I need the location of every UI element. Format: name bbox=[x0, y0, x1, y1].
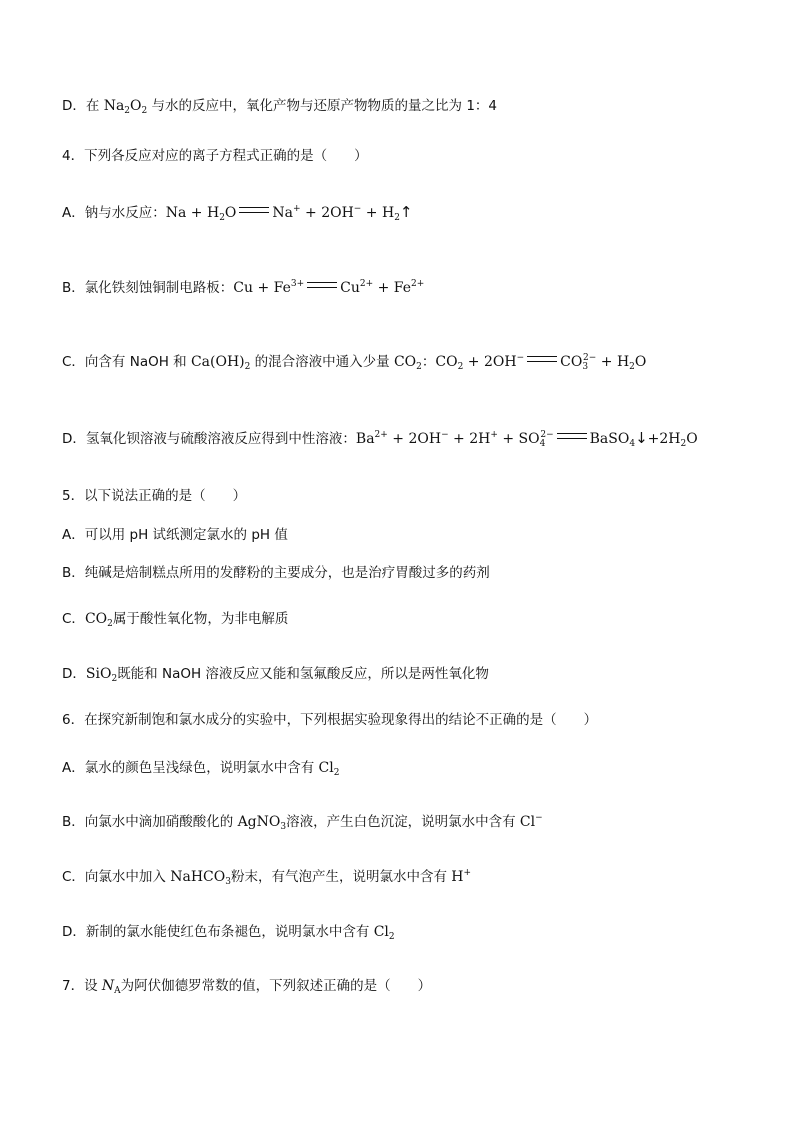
q6-option-b: B．向氯水中滴加硝酸酸化的 AgNO$_3$溶液，产生白色沉淀，说明氯水中含有 Cl− bbox=[62, 813, 543, 832]
q4-option-d: D．氢氧化钡溶液与硫酸溶液反应得到中性溶液：$Ba^{2+} + 2OH^- + 2H^+ + SO_4^{2-}$ $BaSO_4↓+2H_2O$ bbox=[62, 429, 698, 449]
q5-option-c: C．$CO_2$属于酸性氧化物，为非电解质 bbox=[62, 611, 289, 629]
q4-option-c: C．向含有 NaOH 和 $Ca(OH)_2$ 的混合溶液中通入少量 $CO_2$：$CO_2 + 2OH^-$ $CO_3^{2-} + H_2O$ bbox=[62, 353, 647, 372]
q5-option-a: A．可以用 pH 试纸测定氯水的 pH 值 bbox=[62, 527, 288, 543]
q5-stem: 5．以下说法正确的是（ ） bbox=[62, 488, 247, 504]
formula-caoh2: $Ca(OH)_2$ bbox=[190, 354, 251, 372]
q4-option-b: B．氯化铁刻蚀铜制电路板：$Cu + Fe^{3+}$ $Cu^{2+} + Fe^{2+}$ bbox=[62, 279, 425, 296]
q5-option-b: B．纯碱是焙制糕点所用的发酵粉的主要成分，也是治疗胃酸过多的药剂 bbox=[62, 565, 490, 581]
q3-option-d: D．在 $Na_2O_2$ 与水的反应中，氧化产物与还原产物物质的量之比为 1：4 bbox=[62, 98, 498, 116]
equation-d: $Ba^{2+} + 2OH^- + 2H^+ + SO_4^{2-}$ $BaSO_4↓+2H_2O$ bbox=[355, 429, 698, 449]
q6-stem: 6．在探究新制饱和氯水成分的实验中，下列根据实验现象得出的结论不正确的是（ ） bbox=[62, 712, 598, 728]
q6-option-d: D．新制的氯水能使红色布条褪色，说明氯水中含有 $Cl_2$ bbox=[62, 924, 395, 942]
equation-b: $Cu + Fe^{3+}$ $Cu^{2+} + Fe^{2+}$ bbox=[233, 279, 425, 296]
q5-option-d: D．SiO$_2$既能和 NaOH 溶液反应又能和氢氟酸反应，所以是两性氧化物 bbox=[62, 666, 489, 684]
q4-option-a: A．钠与水反应：$Na + H_2O$ $Na^+ + 2OH^- + H_2↑$ bbox=[62, 203, 413, 223]
q6-option-a: A．氯水的颜色呈浅绿色，说明氯水中含有 $Cl_2$ bbox=[62, 760, 340, 778]
q6-option-c: C．向氯水中加入 NaHCO$_3$粉末，有气泡产生，说明氯水中含有 H+ bbox=[62, 868, 472, 887]
formula-na2o2: $Na_2O_2$ bbox=[103, 98, 148, 116]
q7-stem: 7．设 $N_A$为阿伏伽德罗常数的值，下列叙述正确的是（ ） bbox=[62, 978, 432, 996]
q4-stem: 4．下列各反应对应的离子方程式正确的是（ ） bbox=[62, 148, 368, 164]
equation-c: $CO_2 + 2OH^-$ $CO_3^{2-} + H_2O$ bbox=[435, 353, 647, 372]
equation-a: $Na + H_2O$ $Na^+ + 2OH^- + H_2↑$ bbox=[165, 203, 413, 223]
